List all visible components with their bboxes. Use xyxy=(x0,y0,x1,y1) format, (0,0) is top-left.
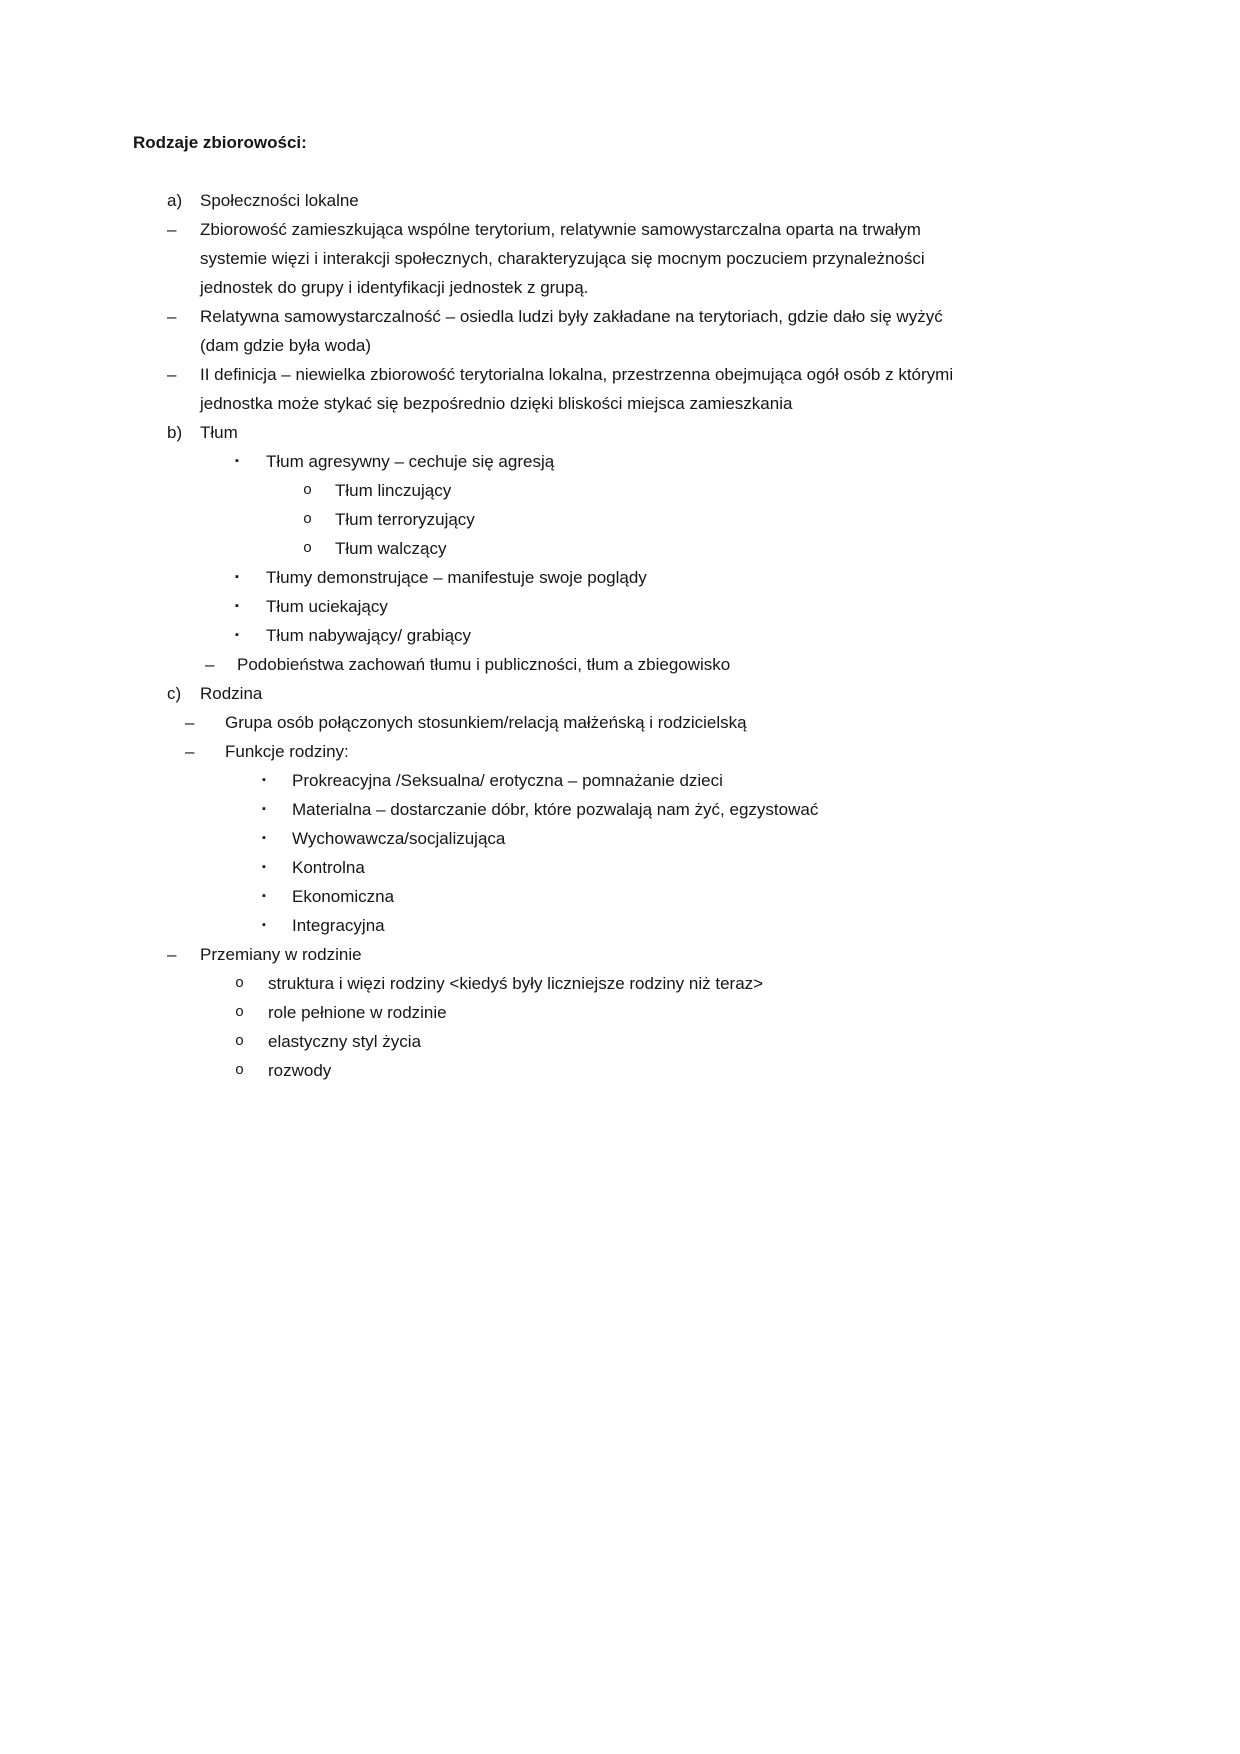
list-item-text: Społeczności lokalne xyxy=(200,191,359,210)
list-item-text: Materialna – dostarczanie dóbr, które pozwalają nam żyć, egzystować xyxy=(292,800,819,819)
list-item-text: Tłumy demonstrujące – manifestuje swoje poglądy xyxy=(266,568,647,587)
list-item-text: Integracyjna xyxy=(292,916,385,935)
list-item-text: Zbiorowość zamieszkująca wspólne terytorium, relatywnie samowystarczalna oparta na trwałym systemie więzi i interakcji społecznych, charakteryzująca się mocnym poczuciem przynależności jednostek do grupy i identyfikacji jednostek z grupą. xyxy=(200,220,925,297)
document-title: Rodzaje zbiorowości: xyxy=(133,133,307,152)
list-item xyxy=(133,998,978,1027)
list-item-text: Wychowawcza/socjalizująca xyxy=(292,829,506,848)
dash-marker: – xyxy=(205,655,215,674)
circle-bullet-icon: o xyxy=(235,975,245,992)
list-item xyxy=(133,186,978,215)
circle-bullet-icon: o xyxy=(303,540,313,557)
list-item xyxy=(133,737,978,766)
list-item xyxy=(133,302,978,360)
list-item xyxy=(133,795,978,824)
list-item-text: struktura i więzi rodziny <kiedyś były liczniejsze rodziny niż teraz> xyxy=(268,974,764,993)
square-bullet-icon: ▪ xyxy=(262,774,266,786)
letter-marker: c) xyxy=(167,684,182,703)
letter-marker: a) xyxy=(167,191,183,210)
list-item-text: Tłum terroryzujący xyxy=(335,510,475,529)
list-item-text: Grupa osób połączonych stosunkiem/relacją małżeńską i rodzicielską xyxy=(225,713,747,732)
square-bullet-icon: ▪ xyxy=(262,832,266,844)
list-item-text: Prokreacyjna /Seksualna/ erotyczna – pomnażanie dzieci xyxy=(292,771,723,790)
list-item-text: Tłum xyxy=(200,423,238,442)
square-bullet-icon: ▪ xyxy=(262,890,266,902)
list-item xyxy=(133,940,978,969)
circle-bullet-icon: o xyxy=(303,511,313,528)
circle-bullet-icon: o xyxy=(303,482,313,499)
list-item xyxy=(133,1056,978,1085)
dash-marker: – xyxy=(167,220,177,239)
list-item xyxy=(133,766,978,795)
list-item-text: Kontrolna xyxy=(292,858,365,877)
list-item-text: Tłum nabywający/ grabiący xyxy=(266,626,472,645)
list-item-text: rozwody xyxy=(268,1061,332,1080)
list-item-text: elastyczny styl życia xyxy=(268,1032,422,1051)
square-bullet-icon: ▪ xyxy=(235,600,239,612)
circle-bullet-icon: o xyxy=(235,1004,245,1021)
list-item xyxy=(133,418,978,447)
list-item-text: Tłum linczujący xyxy=(335,481,452,500)
circle-bullet-icon: o xyxy=(235,1062,245,1079)
square-bullet-icon: ▪ xyxy=(235,571,239,583)
list-item xyxy=(133,563,978,592)
list-item-text: Relatywna samowystarczalność – osiedla ludzi były zakładane na terytoriach, gdzie dało się wyżyć (dam gdzie była woda) xyxy=(200,307,943,355)
list-item xyxy=(133,447,978,476)
list-item-text: II definicja – niewielka zbiorowość terytorialna lokalna, przestrzenna obejmująca ogół osób z którymi jednostka może stykać się bezpośrednio dzięki bliskości miejsca zamieszkania xyxy=(200,365,954,413)
list-item xyxy=(133,215,978,302)
document-page xyxy=(133,128,978,1085)
square-bullet-icon: ▪ xyxy=(235,455,239,467)
dash-marker: – xyxy=(185,713,195,732)
square-bullet-icon: ▪ xyxy=(262,919,266,931)
list-item xyxy=(133,911,978,940)
list-item xyxy=(133,621,978,650)
list-item-text: role pełnione w rodzinie xyxy=(268,1003,447,1022)
list-item-text: Ekonomiczna xyxy=(292,887,395,906)
list-item-text: Przemiany w rodzinie xyxy=(200,945,362,964)
dash-marker: – xyxy=(167,307,177,326)
list-item-text: Tłum uciekający xyxy=(266,597,388,616)
square-bullet-icon: ▪ xyxy=(235,629,239,641)
list-item xyxy=(133,1027,978,1056)
list-item xyxy=(133,708,978,737)
list-item xyxy=(133,824,978,853)
square-bullet-icon: ▪ xyxy=(262,803,266,815)
square-bullet-icon: ▪ xyxy=(262,861,266,873)
list-item-text: Funkcje rodziny: xyxy=(225,742,349,761)
dash-marker: – xyxy=(167,945,177,964)
list-item-text: Rodzina xyxy=(200,684,263,703)
list-item xyxy=(133,360,978,418)
list-item xyxy=(133,534,978,563)
list-item-text: Podobieństwa zachowań tłumu i publiczności, tłum a zbiegowisko xyxy=(237,655,731,674)
list-item-text: Tłum agresywny – cechuje się agresją xyxy=(266,452,555,471)
dash-marker: – xyxy=(185,742,195,761)
list-item xyxy=(133,592,978,621)
letter-marker: b) xyxy=(167,423,183,442)
list-item xyxy=(133,853,978,882)
list-item xyxy=(133,882,978,911)
list-item-text: Tłum walczący xyxy=(335,539,447,558)
list-item xyxy=(133,650,978,679)
list-item xyxy=(133,679,978,708)
list-item xyxy=(133,476,978,505)
list-item xyxy=(133,505,978,534)
circle-bullet-icon: o xyxy=(235,1033,245,1050)
list-item xyxy=(133,969,978,998)
dash-marker: – xyxy=(167,365,177,384)
